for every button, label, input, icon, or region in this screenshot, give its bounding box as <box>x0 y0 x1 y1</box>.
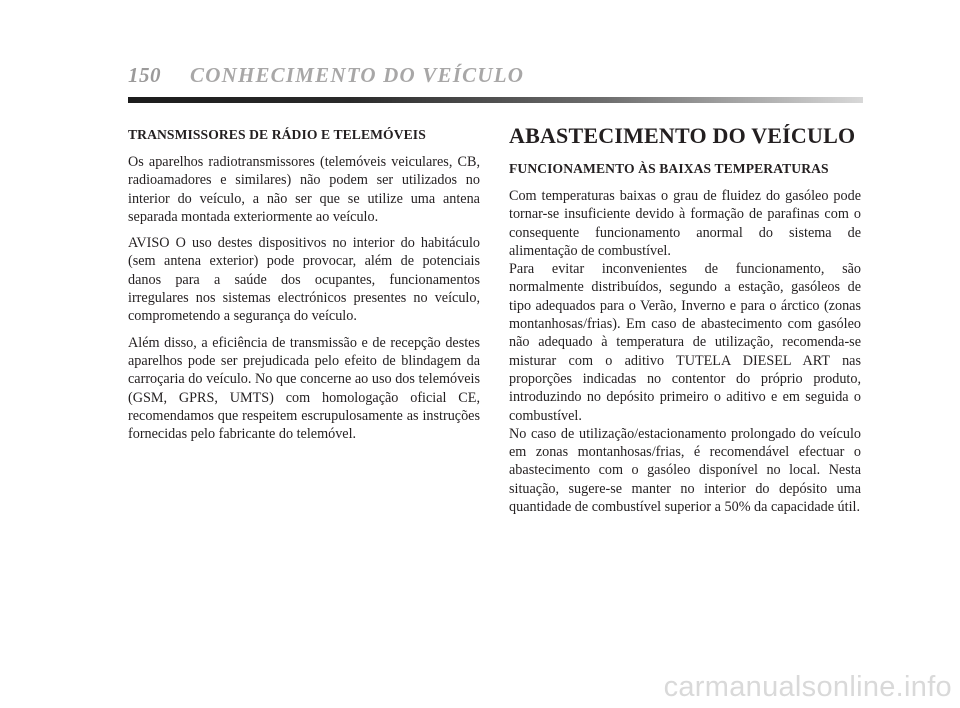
paragraph: Além disso, a eficiência de transmissão e de recepção destes aparelhos pode ser prejudicada pelo efeito de blindagem da carroçaria do veículo. No que concerne ao uso dos telemóveis (GSM, GPRS, UMTS) com homologação oficial CE, recomendamos que respeitem escrupulosamente as instruções fornecidas pelo fabricante do telemóvel. <box>128 334 480 443</box>
right-column <box>509 123 861 516</box>
header-rule <box>128 97 863 103</box>
paragraph: AVISO O uso destes dispositivos no interior do habitáculo (sem antena exterior) pode provocar, além de potenciais danos para a saúde dos ocupantes, funcionamentos irregulares nos sistemas electrónicos presentes no veículo, comprometendo a segurança do veículo. <box>128 235 480 325</box>
paragraph: Os aparelhos radiotransmissores (telemóveis veiculares, CB, radioamadores e similares) não podem ser utilizados no interior do veículo, a não ser que se utilize uma antena separada montada exteriormente ao veículo. <box>128 154 480 225</box>
paragraph: No caso de utilização/estacionamento prolongado do veículo em zonas montanhosas/frias, é recomendável efectuar o abastecimento com o gasóleo disponível no local. Nesta situação, sugere-se manter no interior do depósito uma quantidade de combustível superior a 50% da capacidade útil. <box>509 425 861 516</box>
left-column <box>128 126 480 443</box>
section-title-refuelling: ABASTECIMENTO DO VEÍCULO <box>509 123 856 148</box>
section-heading-radio-transmitters: TRANSMISSORES DE RÁDIO E TELEMÓVEIS <box>128 127 426 142</box>
paragraph: Com temperaturas baixas o grau de fluidez do gasóleo pode tornar-se insuficiente devido à formação de parafinas com o consequente funcionamento anormal do sistema de alimentação de combustível. <box>509 188 861 259</box>
running-header: CONHECIMENTO DO VEÍCULO <box>190 63 525 87</box>
paragraph: Para evitar inconvenientes de funcionamento, são normalmente distribuídos, segundo a estação, gasóleos de tipo adequados para o Verão, Inverno e para o árctico (zonas montanhosas/frias). Em caso de abastecimento com gasóleo não adequado à temperatura de utilização, recomenda-se misturar com o aditivo TUTELA DIESEL ART nas proporções indicadas no contentor do próprio produto, introduzindo no depósito primeiro o aditivo e em seguida o combustível. <box>509 261 861 424</box>
watermark-link[interactable]: carmanualsonline.info <box>663 671 952 703</box>
section-heading-low-temperatures: FUNCIONAMENTO ÀS BAIXAS TEMPERATURAS <box>509 161 829 176</box>
page-number: 150 <box>128 63 161 87</box>
